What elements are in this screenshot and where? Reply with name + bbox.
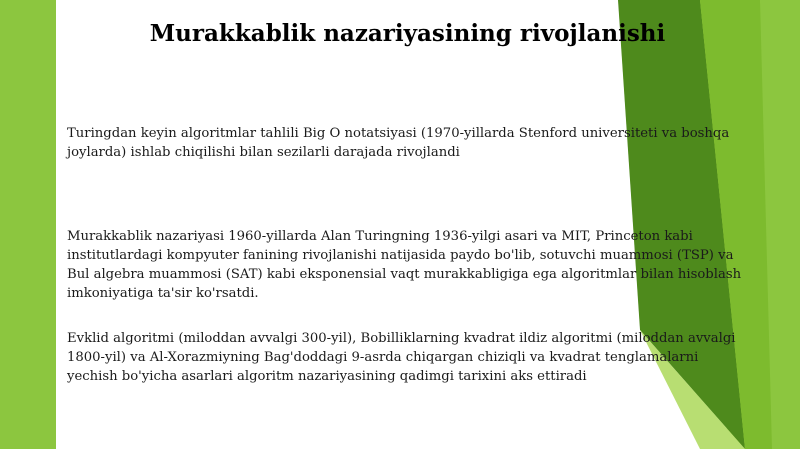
paragraph-ancient-algorithms: Evklid algoritmi (miloddan avvalgi 300-yil), Bobilliklarning kvadrat ildiz algoritmi (miloddan avvalgi 1800-yil) va Al-Xorazmiyning Bag'doddagi 9-asrda chiqargan chiziqli va kvadrat tenglamalarni yechish bo'yicha asarlari algoritm nazariyasining qadimgi tarixini aks ettiradi <box>67 331 736 384</box>
paragraph-complexity-theory: Murakkablik nazariyasi 1960-yillarda Alan Turingning 1936-yilgi asari va MIT, Princeton kabi institutlardagi kompyuter fanining rivojlanishi natijasida paydo bo'lib, sotuvchi muammosi (TSP) va Bul algebra muammosi (SAT) kabi eksponensial vaqt murakkabligiga ega algoritmlar bilan hisoblash imkoniyatiga ta'sir ko'rsatdi. <box>67 229 742 301</box>
paragraph-big-o: Turingdan keyin algoritmlar tahlili Big O notatsiyasi (1970-yillarda Stenford universiteti va boshqa joylarda) ishlab chiqilishi bilan sezilarli darajada rivojlandi <box>67 126 730 160</box>
slide-title: Murakkablik nazariyasining rivojlanishi <box>149 20 666 47</box>
